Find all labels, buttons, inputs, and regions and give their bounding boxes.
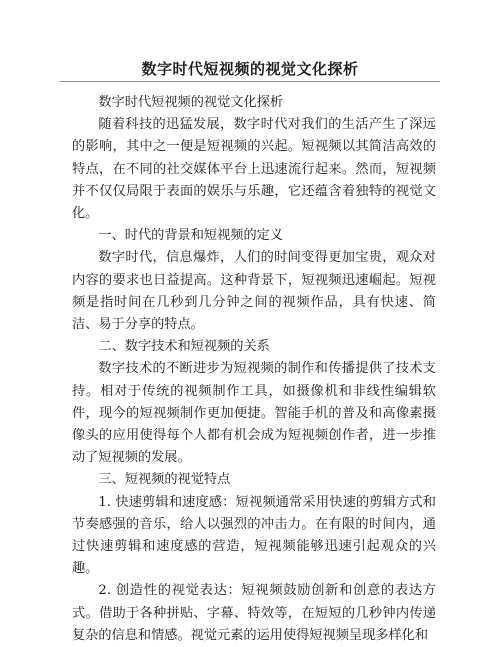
paragraph-point-1: 1. 快速剪辑和速度感：短视频通常采用快速的剪辑方式和节奏感强的音乐，给人以强烈的冲击力。在有限的时间内，通过快速剪辑和速度感的营造，短视频能够迅速引起观众的兴趣。	[72, 494, 436, 577]
title-divider	[60, 81, 440, 82]
paragraph-section-1: 数字时代，信息爆炸，人们的时间变得更加宝贵，观众对内容的要求也日益提高。这种背景下，短视频迅速崛起。短视频是指时间在几秒到几分钟之间的视频作品，具有快速、简洁、易于分享的特点。	[72, 250, 436, 333]
document-title: 数字时代短视频的视觉文化探析	[141, 60, 359, 78]
section-heading-2: 二、数字技术和短视频的关系	[98, 339, 270, 355]
paragraph-section-2: 数字技术的不断进步为短视频的制作和传播提供了技术支持。相对于传统的视频制作工具，如摄像机和非线性编辑软件，现今的短视频制作更加便捷。智能手机的普及和高像素摄像头的应用使得每个人都有机会成为短视频创作者，进一步推动了短视频的发展。	[72, 361, 436, 466]
document-body	[72, 92, 436, 647]
paragraph-repeated-title: 数字时代短视频的视觉文化探析	[98, 95, 284, 110]
section-heading-1: 一、时代的背景和短视频的定义	[98, 228, 284, 244]
paragraph-point-2: 2. 创造性的视觉表达：短视频鼓励创新和创意的表达方式。借助于各种拼贴、字幕、特效等，在短短的几秒钟内传递复杂的信息和情感。视觉元素的运用使得短视频呈现多样化和	[72, 583, 436, 643]
section-heading-3: 三、短视频的视觉特点	[98, 472, 231, 488]
paragraph-intro: 随着科技的迅猛发展，数字时代对我们的生活产生了深远的影响，其中之一便是短视频的兴起。短视频以其简洁高效的特点，在不同的社交媒体平台上迅速流行起来。然而，短视频并不仅仅局限于表面的娱乐与乐趣，它还蕴含着独特的视觉文化。	[72, 117, 436, 222]
